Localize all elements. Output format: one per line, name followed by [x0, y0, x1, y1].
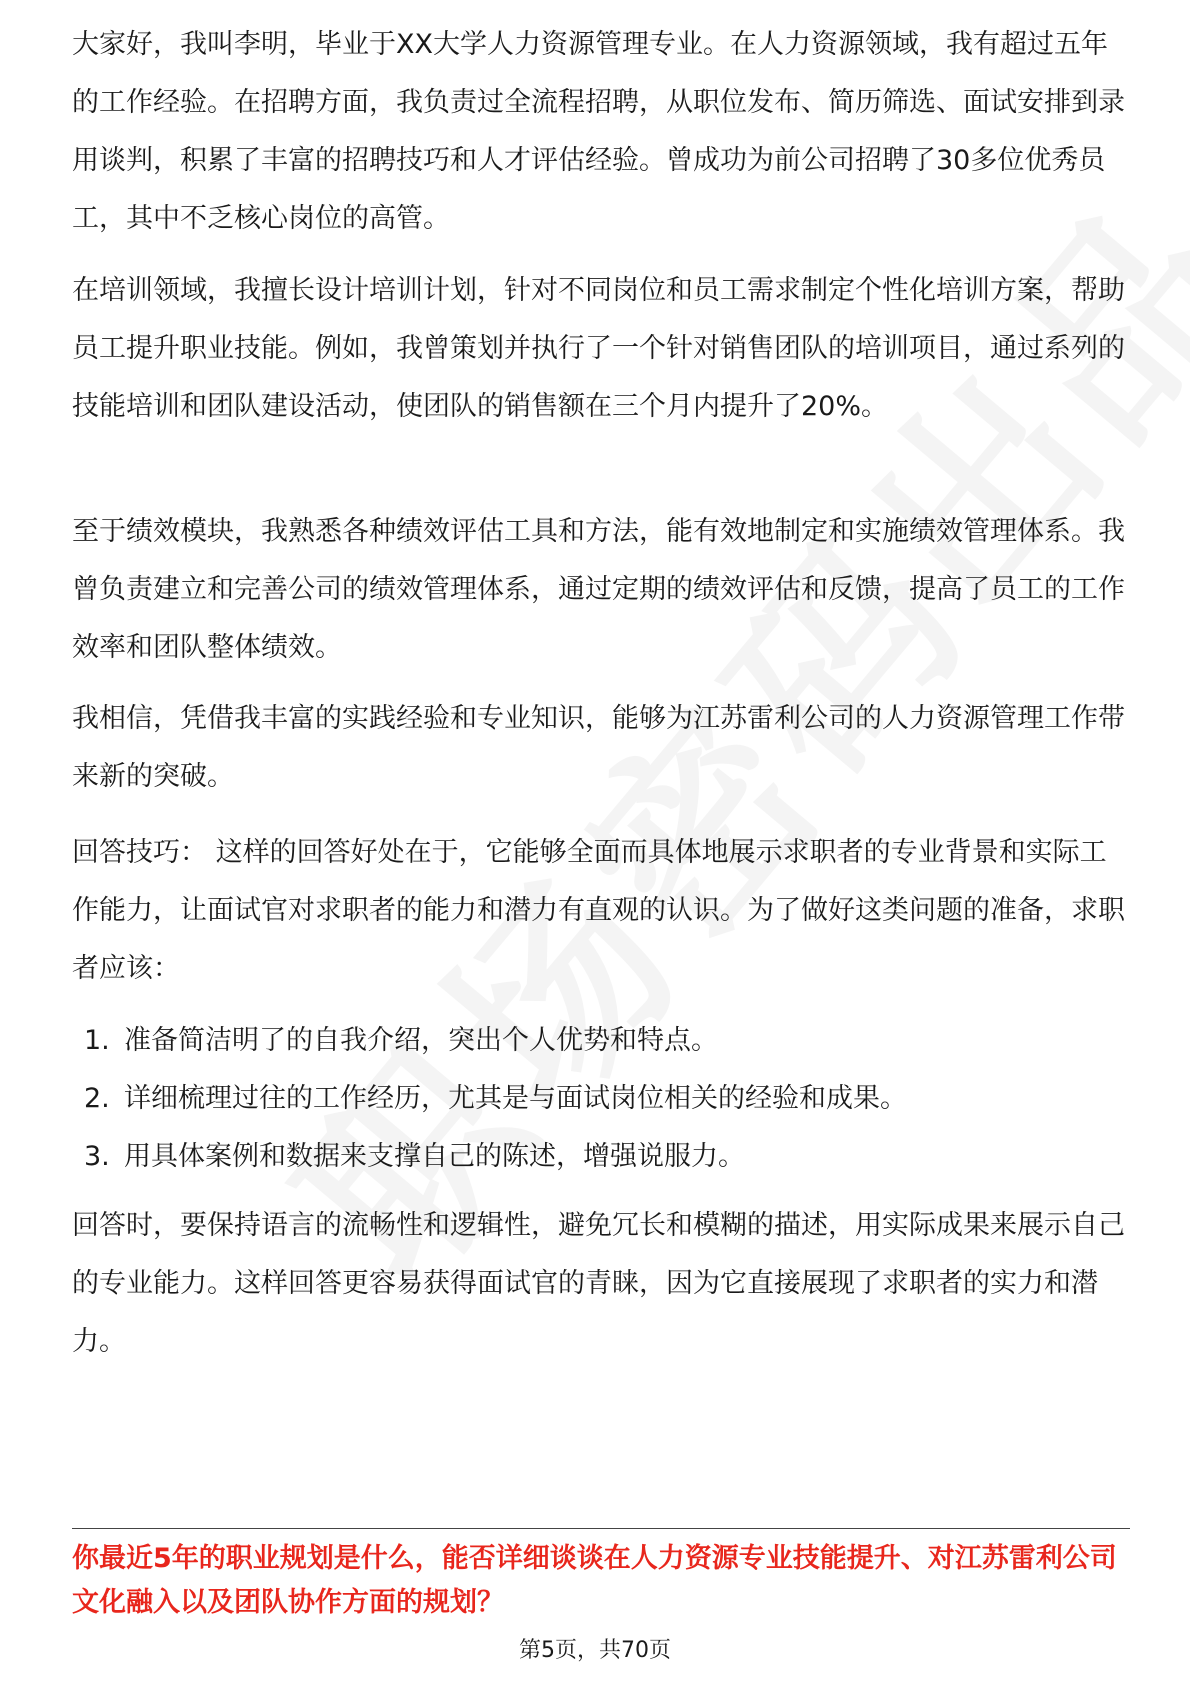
- list-item-text: 详细梳理过往的工作经历，尤其是与面试岗位相关的经验和成果。: [124, 1083, 907, 1114]
- paragraph-performance: 至于绩效模块，我熟悉各种绩效评估工具和方法，能有效地制定和实施绩效管理体系。我曾负责建立和完善公司的绩效管理体系，通过定期的绩效评估和反馈，提高了员工的工作效率和团队整体绩效。: [72, 516, 1125, 663]
- paragraph-training: 在培训领域，我擅长设计培训计划，针对不同岗位和员工需求制定个性化培训方案，帮助员工提升职业技能。例如，我曾策划并执行了一个针对销售团队的培训项目，通过系列的技能培训和团队建设活动，使团队的销售额在三个月内提升了20%。: [72, 275, 1125, 422]
- list-item-number: 1.: [84, 1025, 110, 1056]
- list-item: [84, 1128, 1124, 1186]
- list-item: [84, 1012, 1124, 1070]
- section-divider: [72, 1528, 1130, 1529]
- paragraph-experience: 大家好，我叫李明，毕业于XX大学人力资源管理专业。在人力资源领域，我有超过五年的工作经验。在招聘方面，我负责过全流程招聘，从职位发布、简历筛选、面试安排到录用谈判，积累了丰富的招聘技巧和人才评估经验。曾成功为前公司招聘了30多位优秀员工，其中不乏核心岗位的高管。: [72, 29, 1125, 234]
- next-question-heading: 你最近5年的职业规划是什么，能否详细谈谈在人力资源专业技能提升、对江苏雷利公司文化融入以及团队协作方面的规划？: [72, 1543, 1117, 1618]
- tips-list: [84, 1012, 1124, 1186]
- list-item-number: 3.: [84, 1141, 110, 1172]
- paragraph-conclusion: 我相信，凭借我丰富的实践经验和专业知识，能够为江苏雷利公司的人力资源管理工作带来新的突破。: [72, 703, 1125, 792]
- list-item: [84, 1070, 1124, 1128]
- list-item-text: 准备简洁明了的自我介绍，突出个人优势和特点。: [124, 1025, 718, 1056]
- paragraph-tips-intro: 回答技巧： 这样的回答好处在于，它能够全面而具体地展示求职者的专业背景和实际工作能力，让面试官对求职者的能力和潜力有直观的认识。为了做好这类问题的准备，求职者应该：: [72, 837, 1125, 984]
- list-item-text: 用具体案例和数据来支撑自己的陈述，增强说服力。: [124, 1141, 745, 1172]
- list-item-number: 2.: [84, 1083, 110, 1114]
- paragraph-answer-advice: 回答时，要保持语言的流畅性和逻辑性，避免冗长和模糊的描述，用实际成果来展示自己的专业能力。这样回答更容易获得面试官的青睐，因为它直接展现了求职者的实力和潜力。: [72, 1210, 1125, 1357]
- page-number: 第5页，共70页: [519, 1638, 671, 1663]
